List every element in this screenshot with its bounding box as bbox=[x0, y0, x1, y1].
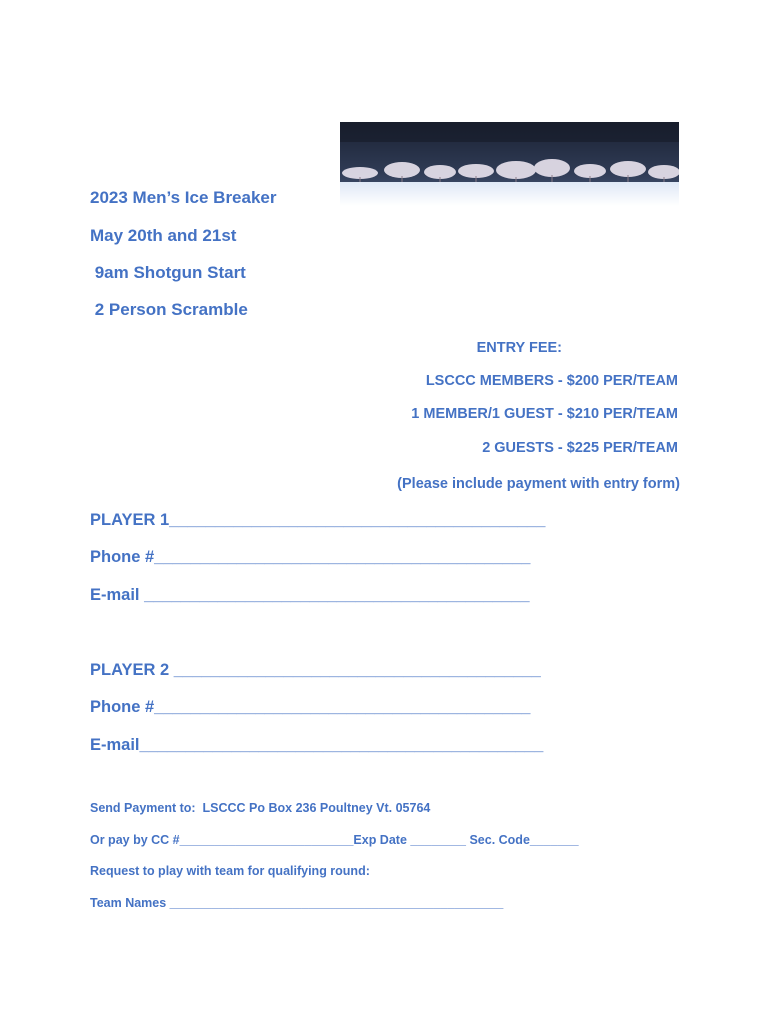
team-names-field[interactable]: Team Names ________________________________________________ bbox=[90, 896, 504, 910]
team-request-label: Request to play with team for qualifying round: bbox=[90, 864, 370, 878]
payment-note: (Please include payment with entry form) bbox=[397, 476, 680, 492]
event-start: 9am Shotgun Start bbox=[90, 263, 246, 282]
event-format: 2 Person Scramble bbox=[90, 300, 248, 319]
player1-phone-field[interactable]: Phone #_________________________________________ bbox=[90, 548, 531, 566]
player2-name-field[interactable]: PLAYER 2 ________________________________________ bbox=[90, 661, 541, 679]
player1-name-field[interactable]: PLAYER 1_________________________________________ bbox=[90, 511, 546, 529]
entry-fee-title: ENTRY FEE: bbox=[476, 340, 562, 356]
event-dates: May 20th and 21st bbox=[90, 226, 237, 245]
fee-members: LSCCC MEMBERS - $200 PER/TEAM bbox=[425, 373, 678, 389]
player1-email-field[interactable]: E-mail __________________________________________ bbox=[90, 586, 530, 604]
payment-address: Send Payment to: LSCCC Po Box 236 Poultney Vt. 05764 bbox=[90, 801, 431, 815]
fee-member-guest: 1 MEMBER/1 GUEST - $210 PER/TEAM bbox=[411, 406, 678, 422]
player2-phone-field[interactable]: Phone #_________________________________________ bbox=[90, 698, 531, 716]
event-title: 2023 Men’s Ice Breaker bbox=[90, 188, 277, 207]
fee-guests: 2 GUESTS - $225 PER/TEAM bbox=[482, 440, 678, 456]
winter-trees-photo bbox=[340, 122, 679, 206]
credit-card-field[interactable]: Or pay by CC #_________________________Exp Date ________ Sec. Code_______ bbox=[90, 833, 579, 847]
player2-email-field[interactable]: E-mail____________________________________________ bbox=[90, 736, 544, 754]
